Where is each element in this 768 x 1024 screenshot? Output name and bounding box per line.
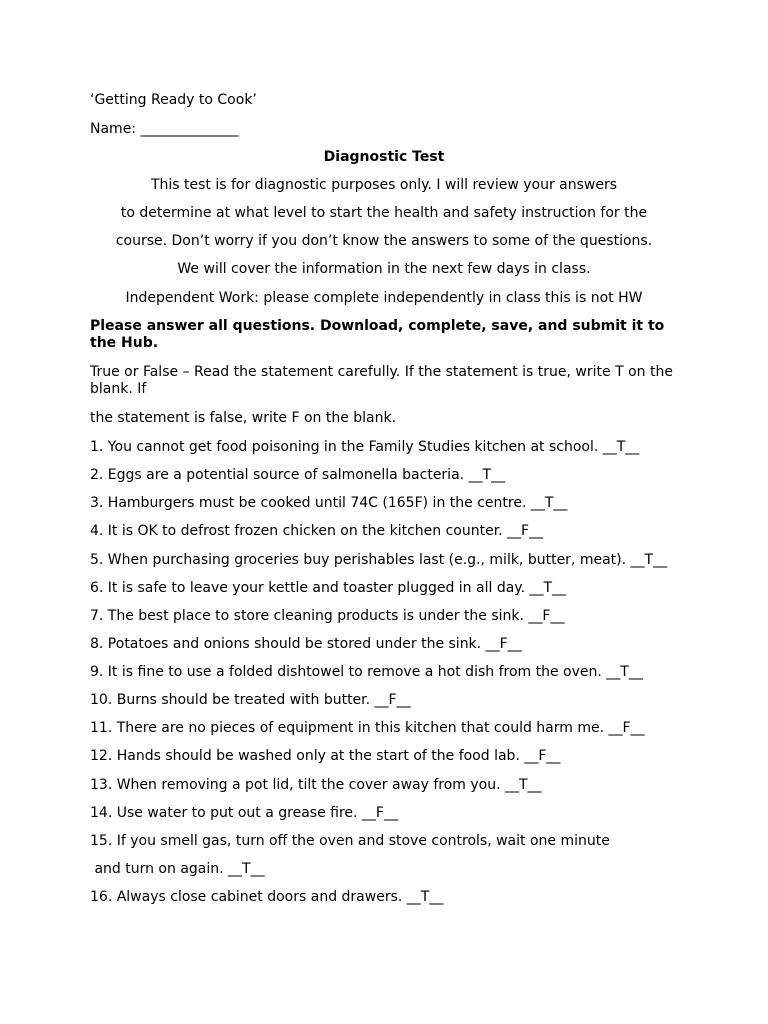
- intro-line: course. Don’t worry if you don’t know the answers to some of the questions.: [115, 233, 653, 249]
- question-item-cont: and turn on again. __T__: [90, 861, 265, 877]
- question-item: 1. You cannot get food poisoning in the Family Studies kitchen at school. __T__: [90, 439, 640, 455]
- question-item: 6. It is safe to leave your kettle and toaster plugged in all day. __T__: [90, 580, 567, 596]
- question-item: 11. There are no pieces of equipment in this kitchen that could harm me. __F__: [90, 720, 645, 736]
- question-item: 9. It is fine to use a folded dishtowel to remove a hot dish from the oven. __T__: [90, 664, 643, 680]
- question-item: 4. It is OK to defrost frozen chicken on the kitchen counter. __F__: [90, 523, 544, 539]
- unit-title: ‘Getting Ready to Cook’: [90, 92, 257, 108]
- question-item: 8. Potatoes and onions should be stored under the sink. __F__: [90, 636, 522, 652]
- intro-line: We will cover the information in the next few days in class.: [177, 261, 591, 277]
- instruction-bold: Please answer all questions. Download, complete, save, and submit it to the Hub.: [90, 318, 665, 351]
- question-item: 15. If you smell gas, turn off the oven and stove controls, wait one minute: [90, 833, 610, 849]
- question-item: 2. Eggs are a potential source of salmonella bacteria. __T__: [90, 467, 506, 483]
- question-item: 13. When removing a pot lid, tilt the cover away from you. __T__: [90, 777, 542, 793]
- question-item: 7. The best place to store cleaning products is under the sink. __F__: [90, 608, 565, 624]
- intro-line: to determine at what level to start the health and safety instruction for the: [120, 205, 648, 221]
- tf-instructions: True or False – Read the statement carefully. If the statement is true, write T on the blank. If: [90, 364, 673, 397]
- page-title: Diagnostic Test: [323, 149, 445, 165]
- tf-instructions-cont: the statement is false, write F on the blank.: [90, 410, 397, 426]
- question-item: 3. Hamburgers must be cooked until 74C (165F) in the centre. __T__: [90, 495, 568, 511]
- name-line: Name: ______________: [90, 121, 239, 137]
- intro-line: Independent Work: please complete independently in class this is not HW: [125, 290, 643, 306]
- question-item: 5. When purchasing groceries buy perishables last (e.g., milk, butter, meat). __T__: [90, 552, 668, 568]
- question-item: 14. Use water to put out a grease fire. __F__: [90, 805, 398, 821]
- question-item: 10. Burns should be treated with butter. __F__: [90, 692, 411, 708]
- intro-line: This test is for diagnostic purposes only. I will review your answers: [150, 177, 618, 193]
- question-item: 12. Hands should be washed only at the start of the food lab. __F__: [90, 748, 561, 764]
- question-item: 16. Always close cabinet doors and drawers. __T__: [90, 889, 444, 905]
